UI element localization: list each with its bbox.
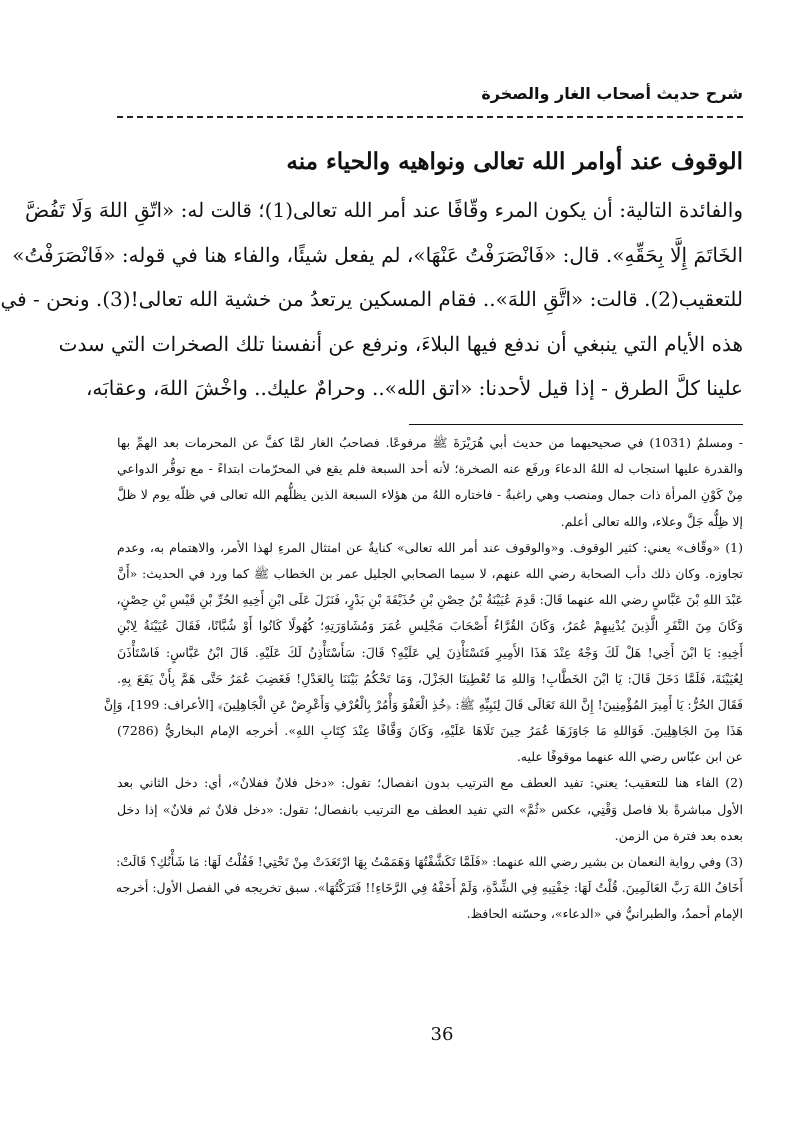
page-number: 36 xyxy=(430,1024,454,1045)
footnote-line: بعده بعد فترة من الزمن. xyxy=(614,827,743,843)
footnotes xyxy=(103,430,744,928)
footnote-line: الأول مباشرةً بلا فاصل وَقْتِي، عكس «ثُمَّ» التي تفيد العطف مع الترتيب بانفصال؛ تقول: «دخل فلانٌ ثم فلانٌ» إذا دخل xyxy=(117,801,743,817)
footnote-line: وَكَانَ مِنَ النَّفَرِ الَّذِينَ يُدْنِيهِمْ عُمَرُ، وَكَانَ القُرَّاءُ أَصْحَابَ مَجْلِسِ عُمَرَ وَمُشَاوَرَتِهِ؛ كُهُولًا كَانُوا أَوْ شُبَّانًا، فَقَالَ عُيَيْنَةُ لِابْنِ xyxy=(117,618,743,634)
body-line: للتعقيب(2). قالت: «اتَّقِ اللهَ».. فقام المسكين يرتعدُ من خشية الله تعالى!(3). ونحن - في xyxy=(0,287,743,311)
footnote-line: عَبْدَ اللهِ بْنَ عَبَّاسٍ رضي الله عنهما قَالَ: قَدِمَ عُيَيْنَةُ بْنُ حِصْنِ بْنِ حُذَيْفَةَ بْنِ بَدْرٍ، فَنَزَلَ عَلَى ابْنِ أَخِيهِ الحُرِّ بْنِ قَيْسِ بْنِ حِصْنٍ، xyxy=(116,592,743,608)
footnote-line: لِعُيَيْنَةَ، فَلَمَّا دَخَلَ قَالَ: يَا ابْنَ الخَطَّابِ! وَاللهِ مَا تُعْطِينَا الجَزْلَ، وَمَا تَحْكُمُ بَيْنَنَا بِالعَدْلِ! فَغَضِبَ عُمَرُ حَتَّى هَمَّ بِأَنْ يَقَعَ بِهِ. xyxy=(117,670,743,686)
footnote-line: (2) الفاء هنا للتعقيب؛ يعني: تفيد العطف مع الترتيب بدون انفصال؛ تقول: «دخل فلانٌ ففلانٌ»، أي: دخل الثاني بعد xyxy=(117,775,743,791)
section-heading: الوقوف عند أوامر الله تعالى ونواهيه والحياء منه xyxy=(286,148,743,175)
body-line: والفائدة التالية: أن يكون المرء وقّافًا عند أمر الله تعالى(1)؛ قالت له: «اتّقِ اللهَ وَلَا تَفُضَّ xyxy=(24,198,743,222)
footnote-line: أَخَافُ اللهَ رَبَّ العَالَمِينَ. قُلْتُ لَهَا: خِفْتِيهِ فِي الشِّدَّةِ، وَلَمْ أَخَفْهُ فِي الرَّخَاءِ!! فَتَرَكْتُهَا». سبق تخريجه في الفصل الأول: أخرجه xyxy=(115,880,743,896)
footnote-line: إلا ظِلُّه جَلَّ وعلاء، والله تعالى أعلم. xyxy=(560,513,743,529)
main-text xyxy=(0,188,743,411)
footnote-line: عن ابن عبّاس رضي الله عنهما موقوفًا عليه. xyxy=(516,749,743,765)
footnote-line: (1) «وقّاف» يعني: كثير الوقوف. و«والوقوف عند أمر الله تعالى» كنايةٌ عن امتثال المرءِ لهذا الأمر، والاهتمام به، وعدم xyxy=(117,539,743,555)
footnote-divider xyxy=(409,424,743,425)
footnote-line: - ومسلمٌ (1031) في صحيحيهما من حديث أبي هُرَيْرَةَ ﷺ مرفوعًا. فصاحبُ الغار لمَّا كفَّ عن المحرمات بعد الهمِّ بها xyxy=(117,435,744,450)
footnote-line: هَذَا مِنَ الجَاهِلِينَ. فَوَاللهِ مَا جَاوَزَهَا عُمَرُ حِينَ تَلَاهَا عَلَيْهِ، وَكَانَ وَقَّافًا عِنْدَ كِتَابِ اللهِ». أخرجه الإمام البخاريُّ (7286) xyxy=(117,723,743,739)
footnote-line: أَخِيهِ: يَا ابْنَ أَخِي! هَلْ لَكَ وَجْهٌ عِنْدَ هَذَا الأَمِيرِ فَتَسْتَأْذِنَ لِي عَلَيْهِ؟ قَالَ: سَأَسْتَأْذِنُ لَكَ عَلَيْهِ. قَالَ ابْنُ عَبَّاسٍ: فَاسْتَأْذَنَ xyxy=(117,644,743,660)
footnote-line: مِنْ كَوْنِ المرأة ذات جمال ومنصب وهي راغبةٌ - فاختاره اللهُ من هؤلاء السبعة الذين يظلُّهم الله تعالى في ظلّه يوم لا ظلَّ xyxy=(117,487,743,503)
footnote-line: تجاوزه. وكان ذلك دأب الصحابة رضي الله عنهم، لا سيما الصحابي الجليل عمر بن الخطاب ﷺ كما ورد في الحديث: «أَنَّ xyxy=(117,565,743,581)
footnote-line: والقدرة عليها استجاب له اللهُ الدعاءَ ورفَع عنه الصخرة؛ لأنه أحد السبعة فلم يقع في المحرّمات ابتداءً - مع توفُّر الدواعي xyxy=(117,461,743,477)
running-header: شرح حديث أصحاب الغار والصخرة xyxy=(481,84,743,103)
header-divider xyxy=(117,116,743,118)
footnote-line: فَقَالَ الحُرُّ: يَا أَمِيرَ المُؤْمِنِينَ! إِنَّ اللهَ تَعَالَى قَالَ لِنَبِيِّهِ ﷺ: ﴿خُذِ الْعَفْوَ وَأْمُرْ بِالْعُرْفِ وَأَعْرِضْ عَنِ الْجَاهِلِينَ﴾ [الأعراف: 199]، وَإِنَّ xyxy=(103,696,743,712)
body-line: الخَاتَمَ إِلَّا بِحَقِّهِ». قال: «فَانْصَرَفْتُ عَنْهَا»، لم يفعل شيئًا، والفاء هنا في قوله: «فَانْصَرَفْتُ» xyxy=(12,242,743,267)
footnote-line: الإمام أحمدُ، والطبرانيُّ في «الدعاء»، وحسّنه الحافظ. xyxy=(466,906,743,922)
footnote-line: (3) وفي رواية النعمان بن بشير رضي الله عنهما: «فَلَمَّا تَكَشَّفْتُهَا وَهَمَمْتُ بِهَا ارْتَعَدَتْ مِنْ تَحْتِي! فَقُلْتُ لَهَا: مَا شَأْنُكِ؟ قَالَتْ: xyxy=(116,854,743,869)
body-line: هذه الأيام التي ينبغي أن ندفع فيها البلاءَ، ونرفع عن أنفسنا تلك الصخرات التي سدت xyxy=(58,331,743,356)
body-line: علينا كلَّ الطرق - إذا قيل لأحدنا: «اتق الله».. وحرامٌ عليك.. واخْشَ اللهَ، وعقابَه، xyxy=(85,376,743,400)
